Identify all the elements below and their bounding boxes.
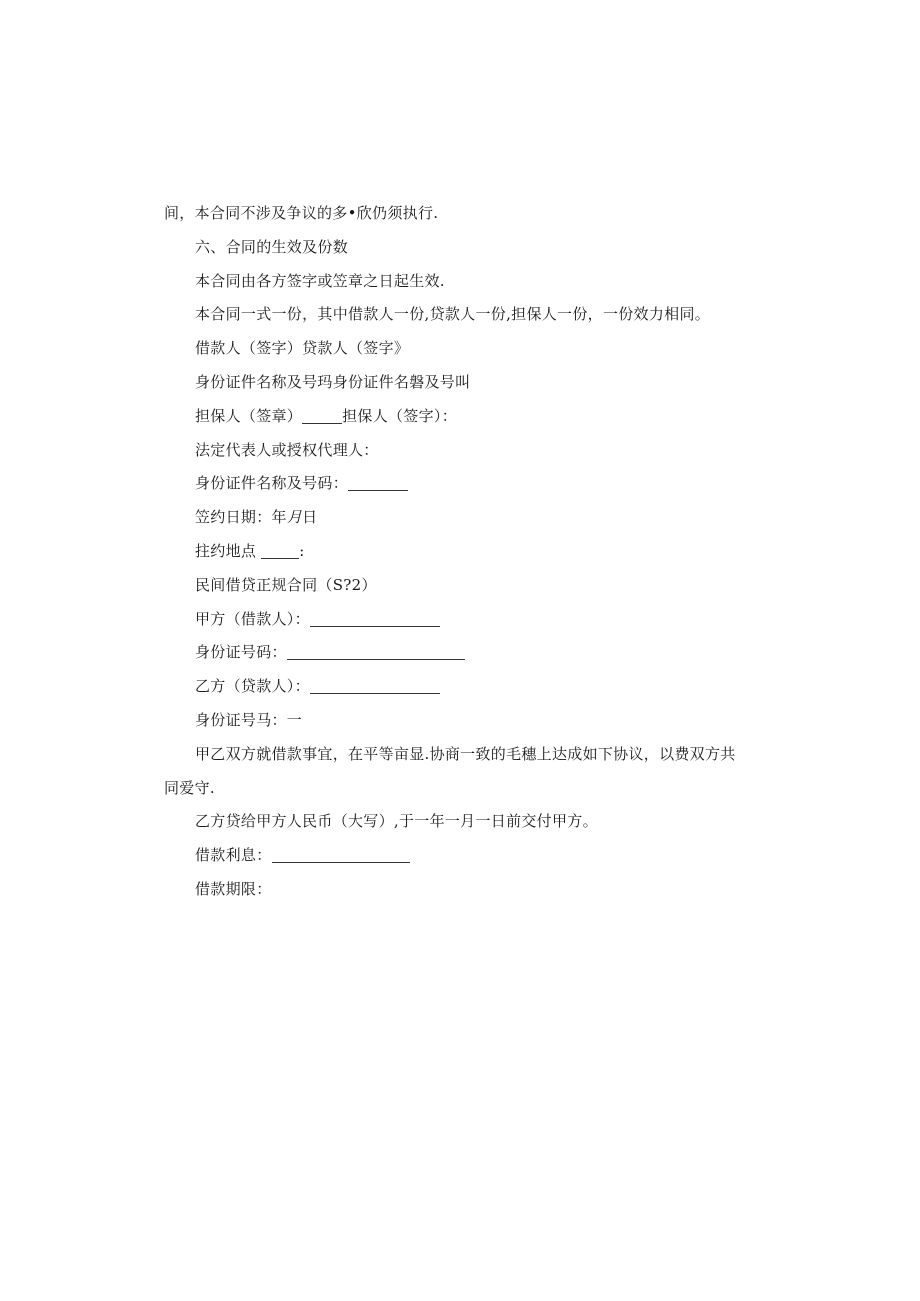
party-a-blank [310, 608, 440, 627]
agreement-clause-continued: 同爱守. [164, 778, 215, 797]
loan-term-line: 借款期限： [195, 879, 272, 898]
signing-date-month: 月 [286, 508, 303, 527]
guarantor-blank [302, 405, 342, 424]
id-number-line [164, 467, 754, 501]
guarantor-sign-label: 担保人（签字）： [342, 406, 458, 425]
guarantor-seal-label: 担保人（签章） [195, 406, 303, 425]
signing-date-label: 笠约日期：年 [195, 508, 287, 527]
signing-place-label: 拄约地点 [195, 541, 257, 560]
party-a-id-blank [287, 641, 465, 660]
party-b-id-line: 身份证号马：一 [195, 710, 303, 729]
contract-body [164, 197, 754, 907]
party-a-label: 甲方（借款人）： [195, 609, 310, 628]
clause-effective: 本合同由各方签字或笠章之日起生效. [195, 271, 445, 290]
id-number-blank [348, 472, 408, 491]
party-a-id-line [164, 636, 754, 670]
party-b-label: 乙方（贷款人）： [195, 677, 310, 696]
id-number-label: 身份证件名称及号码： [195, 474, 349, 493]
agreement-clause: 甲乙双方就借款事宜，在平等亩显.协商一致的毛穗上达成如下协议，以费双方共 [195, 744, 736, 763]
signing-date-day: 日 [302, 508, 318, 527]
section-heading-effect: 六、合同的生效及份数 [195, 237, 349, 256]
party-b-line [164, 670, 754, 704]
signing-place-blank [261, 540, 299, 559]
loan-interest-blank [272, 844, 410, 863]
clause-copies: 本合同一式一份，其中借款人一份,贷款人一份,担保人一份，一份效力相同。 [195, 305, 711, 324]
signing-place-colon: : [299, 541, 305, 560]
loan-amount-clause: 乙方贷给甲方人民币（大写）,于一年一月一日前交付甲方。 [195, 812, 598, 831]
loan-interest-line [164, 839, 754, 873]
legal-representative: 法定代表人或授权代理人： [195, 440, 379, 459]
contract-title: 民间借贷正规合同（S?2） [195, 575, 377, 594]
guarantor-line [164, 400, 754, 434]
signature-borrower-lender: 借款人（签字）贷款人（签字》 [195, 339, 410, 358]
signing-date [164, 501, 754, 535]
party-a-id-label: 身份证号码： [195, 643, 287, 662]
party-a-line [164, 603, 754, 637]
signing-place [164, 535, 754, 569]
loan-interest-label: 借款利息： [195, 846, 272, 865]
party-b-blank [310, 675, 440, 694]
id-document-line: 身份证件名称及号玛身份证件名磐及号叫 [195, 372, 471, 391]
clause-continuation: 间，本合同不涉及争议的多•欣仍须执行. [164, 204, 439, 222]
